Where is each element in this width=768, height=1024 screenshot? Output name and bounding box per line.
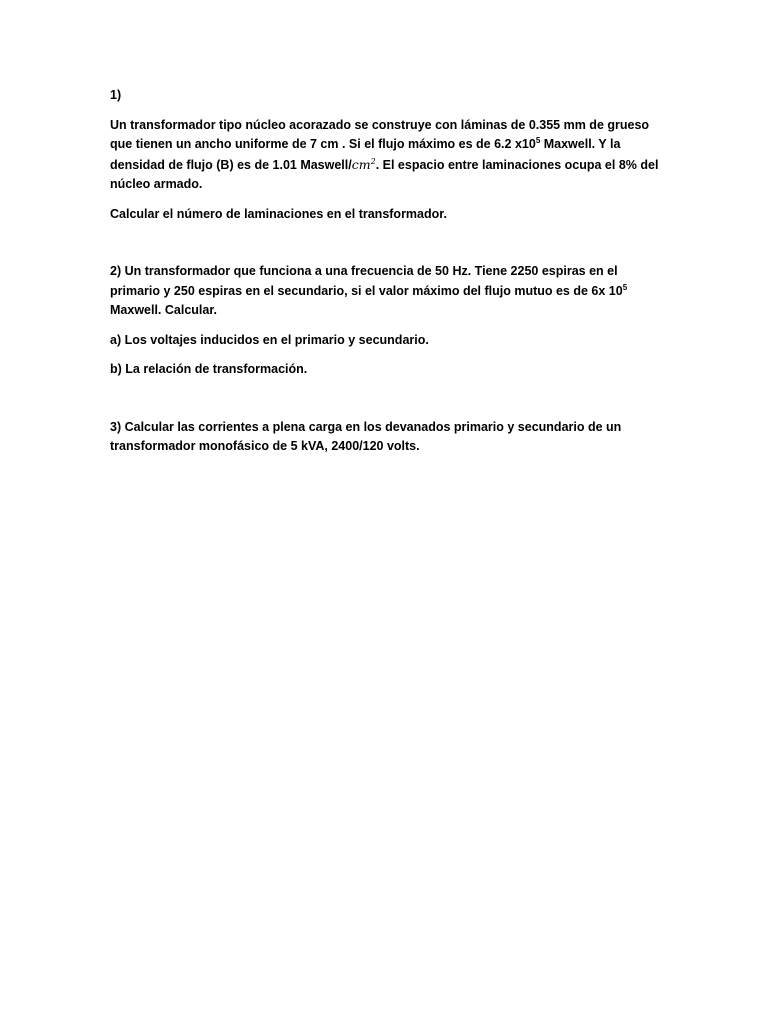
question-2-line-3: Maxwell. Calcular. [110,303,217,317]
document-body [110,86,658,457]
question-1-line-3-text: densidad de flujo (B) es de 1.01 Maswell/ [110,157,352,172]
question-1-exponent-cm: 2 [370,156,376,166]
question-2-statement [110,262,658,321]
question-1-line-2 [110,135,658,155]
question-1-line-3-tail: . El espacio entre laminaciones ocupa el 8% del [375,157,659,172]
question-2-part-a: a) Los voltajes inducidos en el primario y secundario. [110,332,429,347]
question-1-number: 1) [110,88,122,102]
question-1-line-3 [110,155,658,176]
question-2-part-b: b) La relación de transformación. [110,362,308,376]
question-1-unit-cm: cm [351,156,371,172]
question-1-line-2-tail: Maxwell. Y la [540,137,621,151]
question-3-statement [110,418,658,457]
question-2-exponent-flux: 5 [622,282,628,292]
question-1-line-2-text: que tienen un ancho uniforme de 7 cm . Si el flujo máximo es de 6.2 x10 [110,137,536,151]
question-3-line-2: transformador monofásico de 5 kVA, 2400/120 volts. [110,439,420,453]
question-2-line-1: 2) Un transformador que funciona a una frecuencia de 50 Hz. Tiene 2250 espiras en el [110,264,618,278]
question-1-task: Calcular el número de laminaciones en el transformador. [110,206,447,221]
question-3-line-1: 3) Calcular las corrientes a plena carga en los devanados primario y secundario de un [110,419,622,434]
question-2-line-2-text: primario y 250 espiras en el secundario, si el valor máximo del flujo mutuo es de 6x 10 [110,283,623,298]
question-1-line-1: Un transformador tipo núcleo acorazado se construye con láminas de 0.355 mm de grueso [110,117,650,132]
question-2-line-2 [110,282,658,302]
question-1-line-4: núcleo armado. [110,177,203,191]
question-1-statement [110,116,658,195]
question-1-exponent-flux: 5 [535,136,541,145]
